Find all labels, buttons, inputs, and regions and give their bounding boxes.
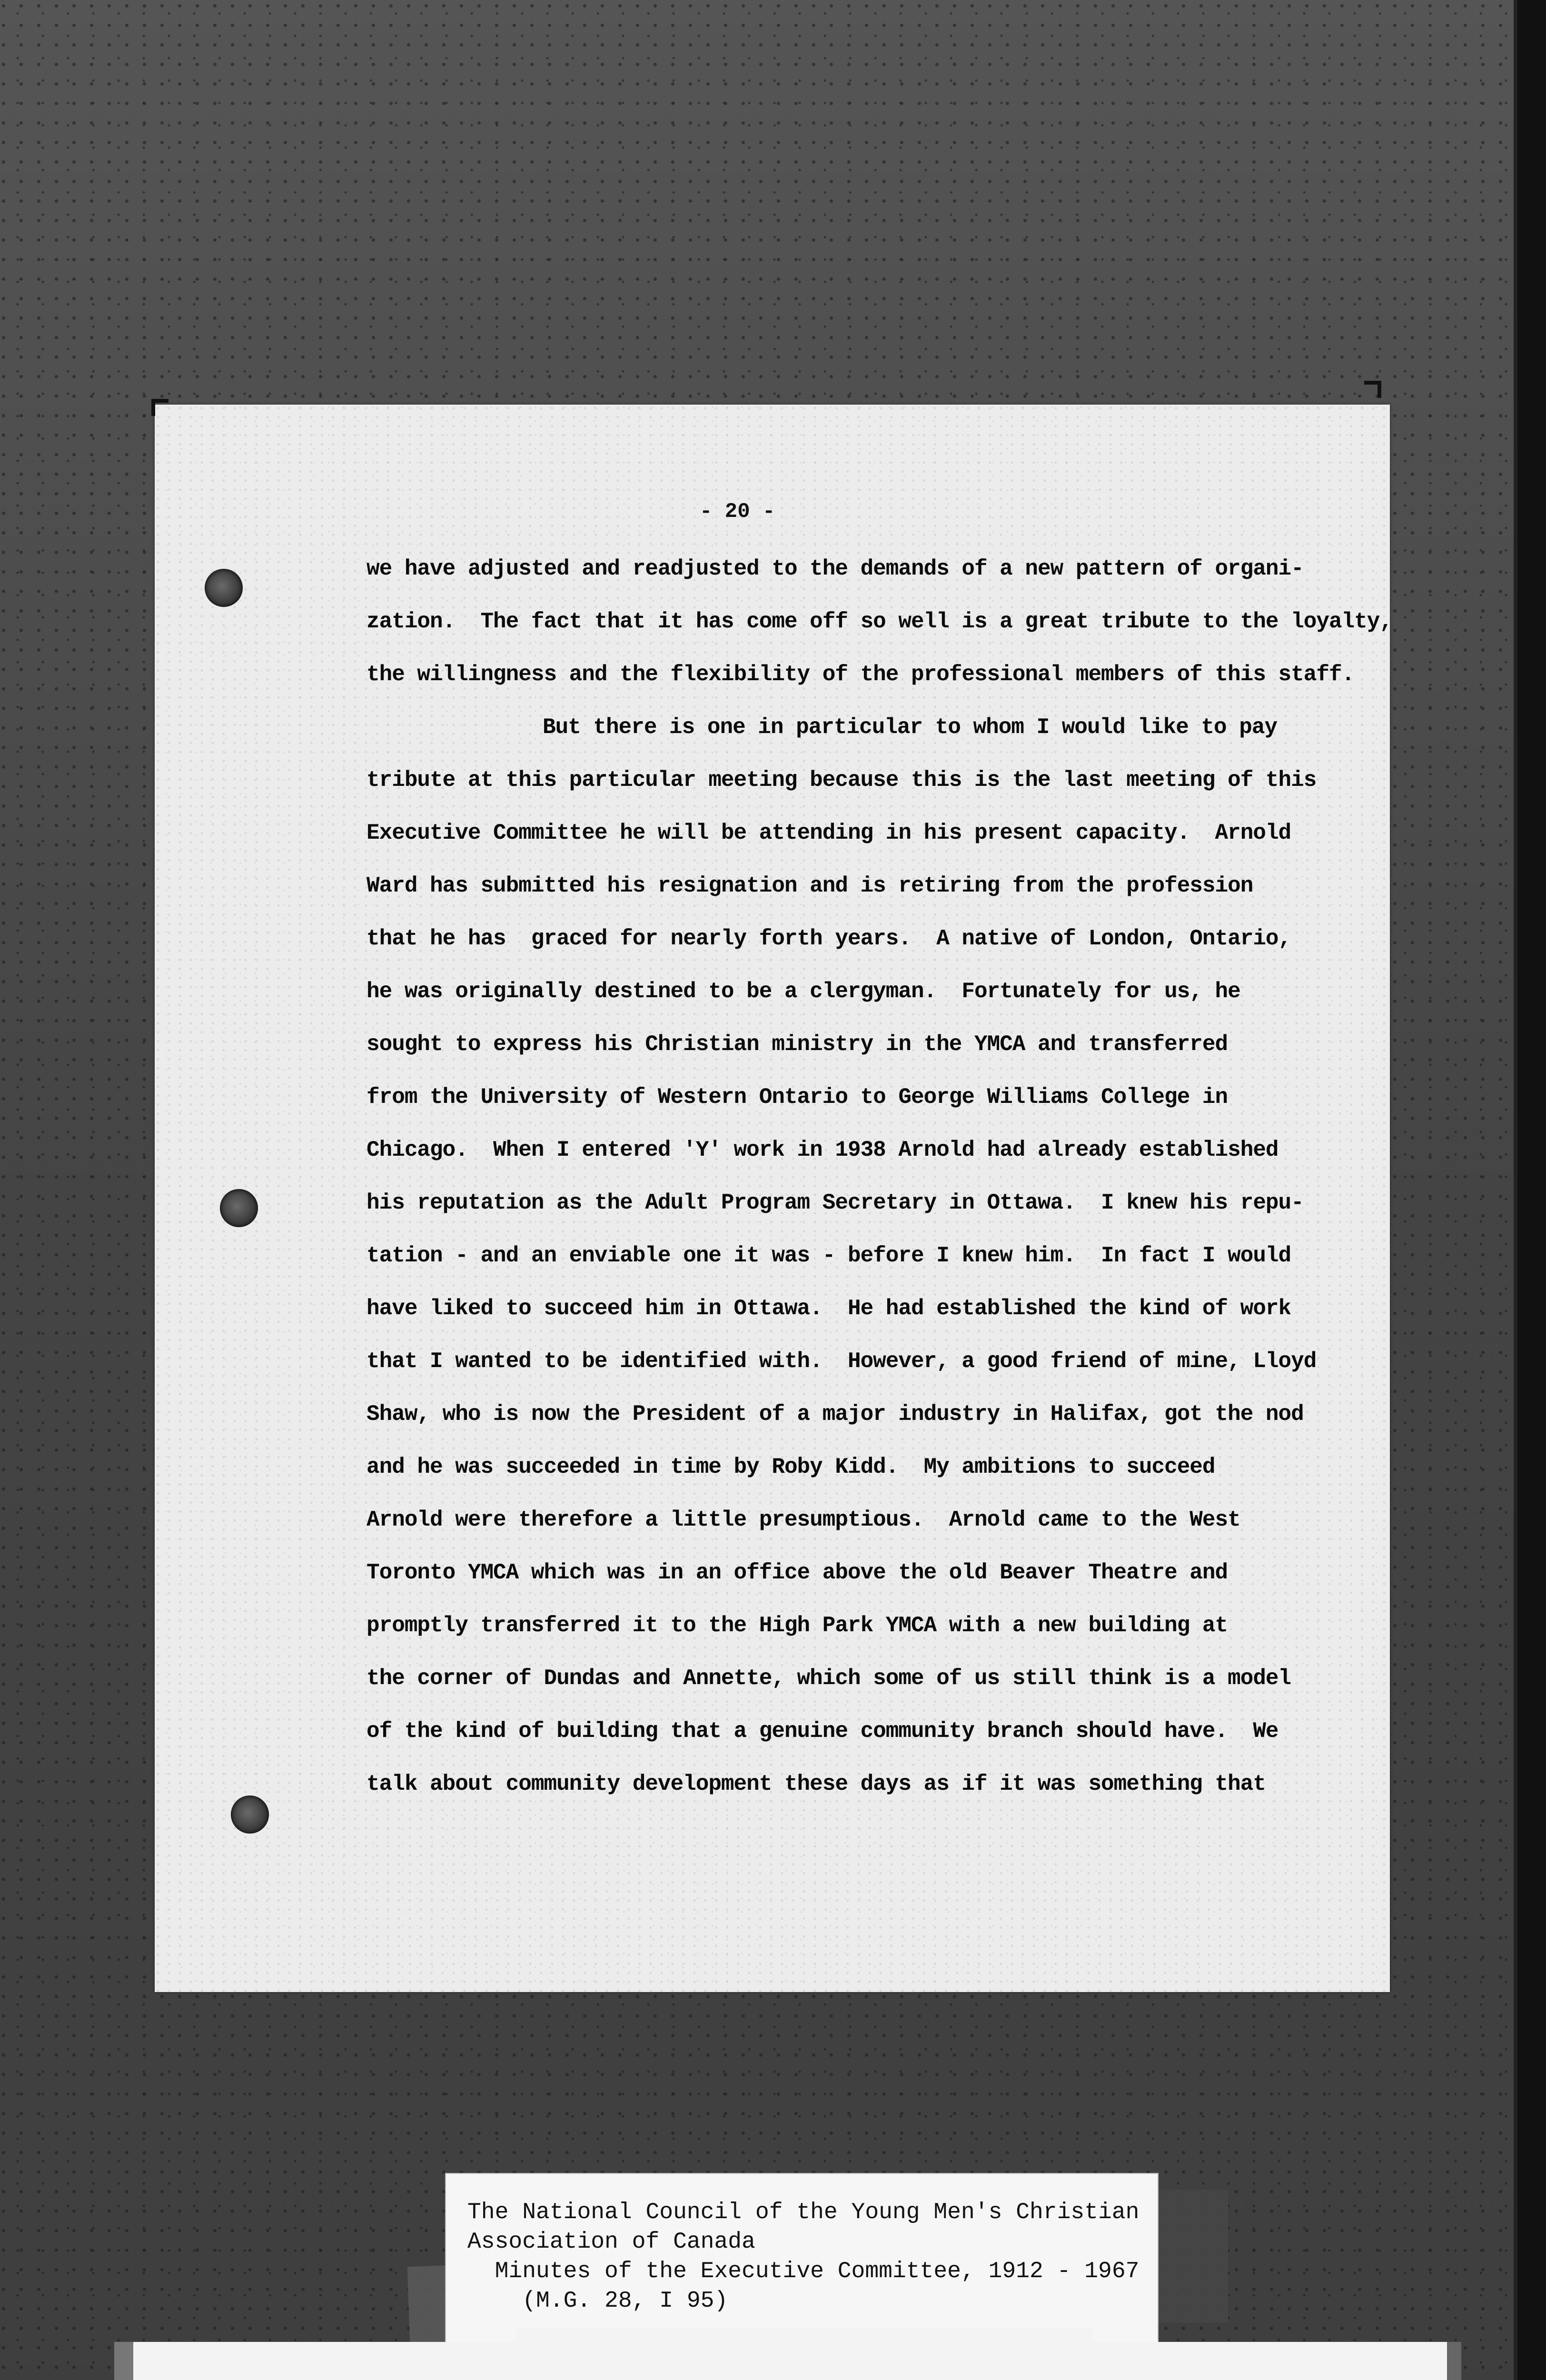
- text-line: But there is one in particular to whom I would like to pay: [543, 715, 1278, 740]
- tape-right: [1157, 2190, 1228, 2323]
- public-archives-banner: [114, 2342, 1461, 2380]
- typed-text-block: [367, 543, 1392, 1811]
- text-line: have liked to succeed him in Ottawa. He had established the kind of work: [367, 1296, 1291, 1321]
- text-line: Chicago. When I entered 'Y' work in 1938 Arnold had already established: [367, 1138, 1278, 1162]
- text-line: tation - and an enviable one it was - before I knew him. In fact I would: [367, 1243, 1291, 1268]
- text-line: zation. The fact that it has come off so well is a great tribute to the loyalty,: [367, 609, 1392, 634]
- text-line: from the University of Western Ontario to George Williams College in: [367, 1085, 1228, 1110]
- text-line: Shaw, who is now the President of a major industry in Halifax, got the nod: [367, 1402, 1304, 1427]
- corner-mark-top-left: [151, 399, 168, 416]
- text-line: Ward has submitted his resignation and is retiring from the profession: [367, 873, 1253, 898]
- punch-hole-middle: [220, 1189, 258, 1227]
- film-edge-line: [1514, 0, 1517, 2380]
- archival-label-text: [467, 2198, 1139, 2316]
- text-line: of the kind of building that a genuine community branch should have. We: [367, 1719, 1278, 1744]
- punch-hole-top: [205, 569, 243, 607]
- text-line: sought to express his Christian ministry in the YMCA and transferred: [367, 1032, 1228, 1057]
- text-line: Toronto YMCA which was in an office above the old Beaver Theatre and: [367, 1560, 1228, 1585]
- label-line-2: Association of Canada: [467, 2229, 755, 2255]
- text-line: talk about community development these days as if it was something that: [367, 1772, 1266, 1796]
- text-line: tribute at this particular meeting because this is the last meeting of this: [367, 768, 1317, 793]
- text-line: that he has graced for nearly forth years. A native of London, Ontario,: [367, 926, 1291, 951]
- film-edge-strip: [1517, 0, 1546, 2380]
- label-line-1: The National Council of the Young Men's Christian: [467, 2200, 1140, 2225]
- text-line: Arnold were therefore a little presumptious. Arnold came to the West: [367, 1507, 1240, 1532]
- text-line: that I wanted to be identified with. However, a good friend of mine, Lloyd: [367, 1349, 1317, 1374]
- punch-hole-bottom: [231, 1795, 269, 1834]
- label-line-4: (M.G. 28, I 95): [467, 2288, 728, 2314]
- text-line: the willingness and the flexibility of the professional members of this staff.: [367, 662, 1355, 687]
- text-line: the corner of Dundas and Annette, which some of us still think is a model: [367, 1666, 1291, 1691]
- text-line: his reputation as the Adult Program Secretary in Ottawa. I knew his repu-: [367, 1190, 1304, 1215]
- corner-mark-top-right: [1364, 381, 1381, 398]
- text-line: promptly transferred it to the High Park YMCA with a new building at: [367, 1613, 1228, 1638]
- page-number: - 20 -: [700, 500, 775, 524]
- text-line: we have adjusted and readjusted to the demands of a new pattern of organi-: [367, 556, 1304, 581]
- label-line-3: Minutes of the Executive Committee, 1912 - 1967: [467, 2259, 1140, 2284]
- text-line: and he was succeeded in time by Roby Kidd. My ambitions to succeed: [367, 1455, 1215, 1479]
- text-line: he was originally destined to be a clergyman. Fortunately for us, he: [367, 979, 1240, 1004]
- text-line: Executive Committee he will be attending in his present capacity. Arnold: [367, 821, 1291, 845]
